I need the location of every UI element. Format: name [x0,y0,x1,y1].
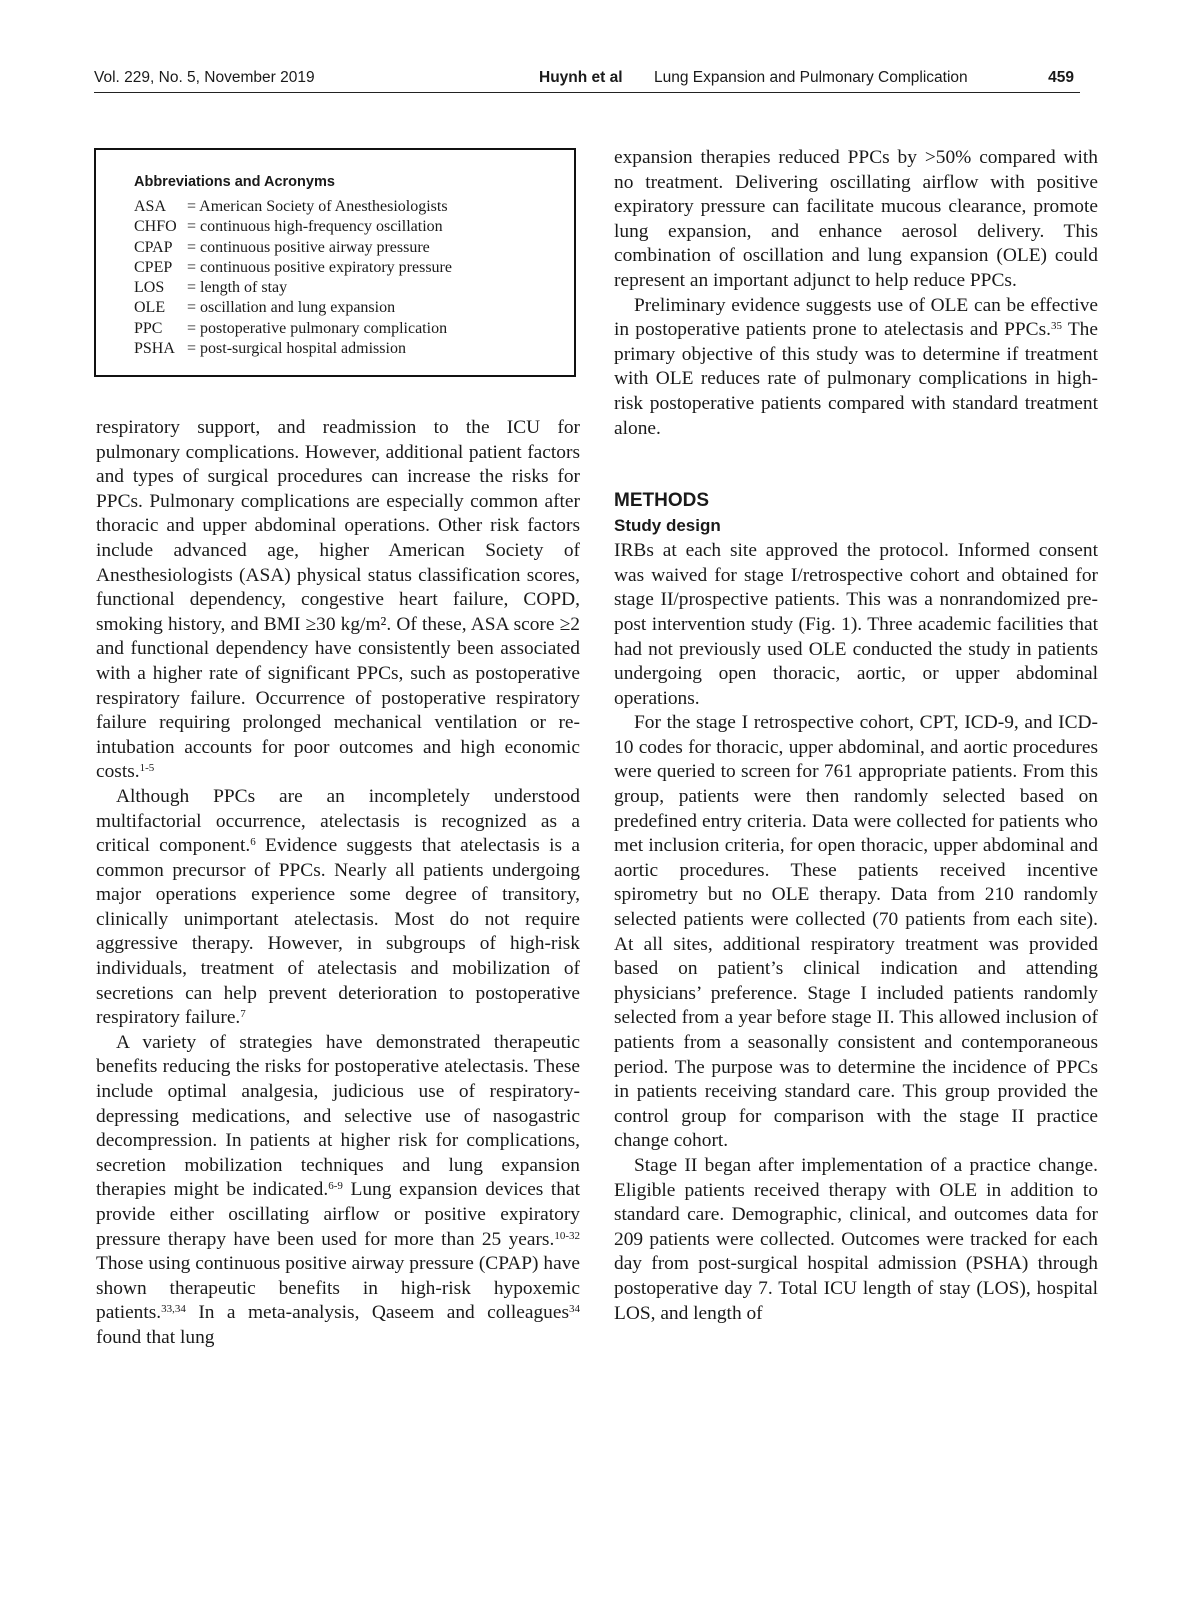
paragraph-text: Stage II began after implementation of a practice change. Eligible patients received therapy with OLE in addition to standard care. Demographic, clinical, and outcomes data for 209 patients were collected. Outcomes were tracked for each day from post-surgical hospital admission (PSHA) through postoperative day 7. Total ICU length of stay (LOS), hospital LOS, and length of [614,1154,1098,1324]
body-paragraph [96,1031,580,1351]
body-paragraph [96,416,580,785]
citation-ref: 7 [240,1008,246,1021]
body-paragraph [614,711,1098,1154]
paragraph-text: A variety of strategies have demonstrated therapeutic benefits reducing the risks for postoperative atelectasis. These include optimal analgesia, judicious use of respiratory-depressing medications, and selective use of nasogastric decompression. In patients at higher risk for complications, secretion mobilization techniques and lung expansion therapies might be indicated. [96,1031,580,1201]
paragraph-text: Evidence suggests that atelectasis is a common precursor of PPCs. Nearly all patients undergoing major operations experience some degree of transitory, clinically unimportant atelectasis. Most do not require aggressive therapy. However, in subgroups of high-risk individuals, treatment of atelectasis and mobilization of secretions can help prevent deterioration to postoperative respiratory failure. [96,835,581,1029]
body-paragraph [96,785,580,1031]
citation-ref: 6-9 [328,1180,343,1193]
abbreviation-term: ASA [134,198,167,215]
paragraph-text: found that lung [96,1326,215,1348]
abbreviations-box [94,148,576,377]
abbreviation-term: PSHA [134,340,175,358]
body-paragraph [614,146,1098,294]
paragraph-text: The primary objective of this study was to determine if treatment with OLE reduces rate of pulmonary complications in high-risk postoperative patients compared with standard treatment alone. [614,319,1098,439]
running-title: Lung Expansion and Pulmonary Complication [654,69,968,86]
abbreviation-term: OLE [134,299,166,317]
page-number: 459 [1048,69,1074,86]
abbreviation-row [134,238,452,258]
paragraph-text: For the stage I retrospective cohort, CPT, ICD-9, and ICD-10 codes for thoracic, upper abdominal, and aortic procedures were queried to screen for 761 appropriate patients. From this group, patients were then randomly selected based on predefined entry criteria. Data were collected for patients who met inclusion criteria, for open thoracic, upper abdominal and aortic procedures. These patients received incentive spirometry but no OLE therapy. Data from 210 randomly selected patients were collected (70 patients from each site). At all sites, additional respiratory treatment was provided based on patient’s clinical indication and attending physicians’ preference. Stage I included patients randomly selected from a year before stage II. This allowed inclusion of patients from a seasonally consistent and contemporaneous period. The purpose was to determine the incidence of PPCs in patients receiving standard care. This group provided the control group for comparison with the stage II practice change cohort. [614,712,1098,1152]
abbreviation-row [134,197,452,217]
citation-ref: 10-32 [554,1229,580,1242]
body-paragraph [614,539,1098,711]
abbreviation-row [134,298,452,318]
citation-ref: 35 [1051,320,1062,333]
abbreviation-term: CPAP [134,238,173,256]
citation-ref: 6 [250,836,256,849]
running-authors: Huynh et al [539,69,623,86]
paragraph-text: Lung expansion devices that provide either oscillating airflow or positive expiratory pressure therapy have been used for more than 25 years. [96,1179,581,1250]
abbreviation-term: PPC [134,319,163,337]
journal-info: Vol. 229, No. 5, November 2019 [94,69,315,86]
abbreviation-row [134,217,452,237]
section-heading: METHODS [614,490,709,512]
abbreviations-list [134,197,452,359]
subsection-heading: Study design [614,516,721,536]
abbreviations-title: Abbreviations and Acronyms [134,174,335,190]
running-header [94,66,1080,93]
paragraph-text: Preliminary evidence suggests use of OLE can be effective in postoperative patients prone to atelectasis and PPCs. [614,294,1098,341]
body-paragraph [614,1154,1098,1326]
abbreviation-row [134,258,452,278]
abbreviation-definition: = continuous high-frequency oscillation [187,218,443,236]
citation-ref: 33,34 [161,1303,186,1316]
paragraph-text: Although PPCs are an incompletely understood multifactorial occurrence, atelectasis is recognized as a critical component. [96,785,580,857]
abbreviation-term: CPEP [134,258,173,276]
abbreviation-row [134,278,452,298]
abbreviation-definition: = American Society of Anesthesiologists [187,198,448,215]
citation-ref: 34 [569,1303,580,1316]
paragraph-text: expansion therapies reduced PPCs by >50% compared with no treatment. Delivering oscillating airflow with positive expiratory pressure can facilitate mucous clearance, promote lung expansion, and enhance aerosol delivery. This combination of oscillation and lung expansion (OLE) could represent an important adjunct to help reduce PPCs. [614,147,1098,291]
paragraph-text: In a meta-analysis, Qaseem and colleagues [185,1302,569,1324]
abbreviation-definition: = continuous positive airway pressure [187,238,430,256]
abbreviation-definition: = length of stay [187,279,288,297]
abbreviation-definition: = postoperative pulmonary complication [187,319,448,337]
paragraph-text: respiratory support, and readmission to the ICU for pulmonary complications. However, additional patient factors and types of surgical procedures can increase the risks for PPCs. Pulmonary complications are especially common after thoracic and upper abdominal operations. Other risk factors include advanced age, higher American Society of Anesthesiologists (ASA) physical status classification scores, functional dependency, congestive heart failure, COPD, smoking history, and BMI ≥30 kg/m². Of these, ASA score ≥2 and functional dependency have consistently been associated with a higher rate of significant PPCs, such as postoperative respiratory failure. Occurrence of postoperative respiratory failure requiring prolonged mechanical ventilation or re-intubation accounts for poor outcomes and high economic costs. [96,417,580,783]
abbreviation-term: LOS [134,279,165,297]
citation-ref: 1-5 [139,762,155,775]
abbreviation-row [134,319,452,339]
abbreviation-definition: = continuous positive expiratory pressure [187,258,452,276]
abbreviation-term: CHFO [134,218,177,236]
abbreviation-definition: = oscillation and lung expansion [187,299,396,317]
paragraph-text: Those using continuous positive airway pressure (CPAP) have shown therapeutic benefits in high-risk hypoxemic patients. [96,1253,580,1324]
left-column [96,416,580,1351]
abbreviation-definition: = post-surgical hospital admission [187,340,406,358]
abbreviation-row [134,339,452,359]
right-column [614,146,1098,1326]
body-paragraph [614,294,1098,442]
paragraph-text: IRBs at each site approved the protocol. Informed consent was waived for stage I/retrospective cohort and obtained for stage II/prospective patients. This was a nonrandomized pre-post intervention study (Fig. 1). Three academic facilities that had not previously used OLE conducted the study in patients undergoing open thoracic, aortic, or upper abdominal operations. [614,540,1098,709]
